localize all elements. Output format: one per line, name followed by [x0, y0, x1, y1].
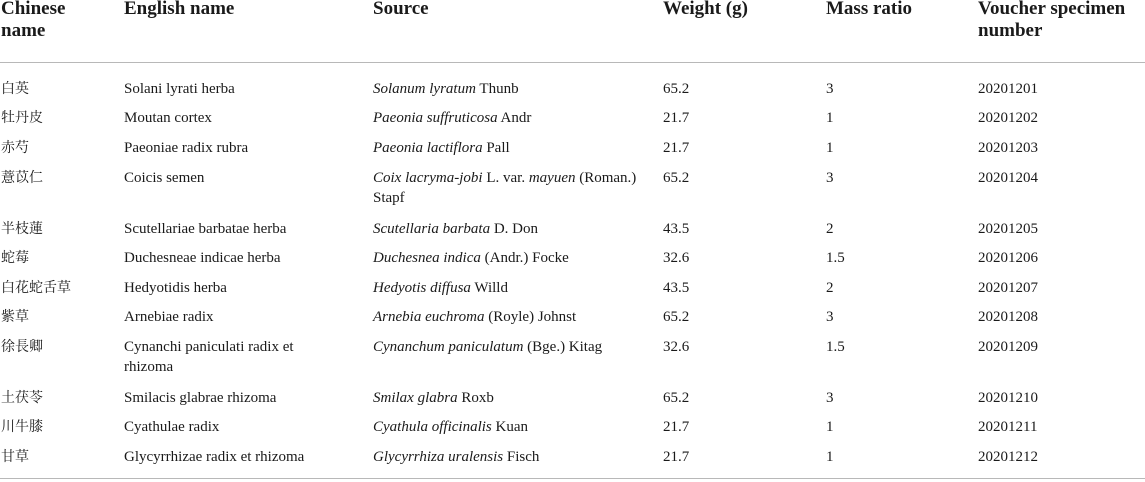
source-authority: Roxb	[457, 390, 494, 406]
cell-mass-ratio: 1	[826, 110, 834, 126]
cell-voucher: 20201209	[978, 339, 1038, 355]
cell-voucher: 20201205	[978, 221, 1038, 237]
cell-weight: 32.6	[663, 339, 690, 355]
cell-voucher: 20201201	[978, 81, 1038, 97]
cell-voucher: 20201207	[978, 280, 1038, 296]
cell-english-name: Arnebiae radix	[124, 309, 214, 325]
cell-english-name: Coicis semen	[124, 170, 205, 186]
source-authority: Willd	[470, 280, 508, 296]
cell-weight: 32.6	[663, 250, 690, 266]
cell-mass-ratio: 1	[826, 140, 834, 156]
cell-voucher: 20201202	[978, 110, 1038, 126]
header-source: Source	[373, 0, 429, 19]
cell-english-name: Solani lyrati herba	[124, 81, 235, 97]
cell-chinese-name: 赤芍	[1, 140, 29, 156]
cell-english-name: Scutellariae barbatae herba	[124, 221, 287, 237]
cell-voucher: 20201204	[978, 170, 1038, 186]
cell-chinese-name: 半枝蓮	[1, 221, 43, 237]
source-species: Solanum lyratum	[373, 81, 476, 97]
cell-voucher: 20201211	[978, 419, 1038, 435]
cell-mass-ratio: 2	[826, 221, 834, 237]
source-species: Coix lacryma-jobi	[373, 170, 483, 186]
cell-chinese-name: 甘草	[1, 449, 29, 465]
source-species: Paeonia lactiflora	[373, 140, 483, 156]
source-species: Cynanchum paniculatum	[373, 339, 524, 355]
cell-weight: 43.5	[663, 280, 690, 296]
cell-chinese-name: 徐長卿	[1, 339, 43, 355]
cell-voucher: 20201212	[978, 449, 1038, 465]
cell-source	[373, 388, 643, 408]
cell-english-name: Cyathulae radix	[124, 419, 220, 435]
cell-source	[373, 417, 643, 437]
source-species: Paeonia suffruticosa	[373, 110, 498, 126]
cell-mass-ratio: 3	[826, 309, 834, 325]
cell-source	[373, 447, 643, 467]
cell-mass-ratio: 1.5	[826, 339, 845, 355]
source-species: Scutellaria barbata	[373, 221, 491, 237]
cell-source	[373, 337, 643, 357]
cell-english-name: Smilacis glabrae rhizoma	[124, 390, 277, 406]
source-variety-authority: (Roman.) Stapf	[373, 170, 637, 206]
cell-chinese-name: 牡丹皮	[1, 110, 43, 126]
cell-chinese-name: 川牛膝	[1, 419, 43, 435]
cell-voucher: 20201208	[978, 309, 1038, 325]
source-species: Hedyotis diffusa	[373, 280, 471, 296]
source-species: Smilax glabra	[373, 390, 458, 406]
cell-english-name: Hedyotidis herba	[124, 280, 227, 296]
cell-weight: 43.5	[663, 221, 690, 237]
source-authority: Fisch	[503, 449, 540, 465]
cell-chinese-name: 薏苡仁	[1, 170, 43, 186]
cell-source	[373, 108, 643, 128]
bottom-rule	[0, 478, 1145, 479]
source-authority: Pall	[482, 140, 510, 156]
cell-source	[373, 138, 643, 158]
source-species: Glycyrrhiza uralensis	[373, 449, 504, 465]
cell-chinese-name: 紫草	[1, 309, 29, 325]
cell-weight: 21.7	[663, 419, 690, 435]
source-authority: (Royle) Johnst	[484, 309, 577, 325]
cell-english-name: Paeoniae radix rubra	[124, 140, 249, 156]
header-chinese-name: Chinese name	[1, 0, 66, 41]
source-species: Cyathula officinalis	[373, 419, 492, 435]
source-authority: (Bge.) Kitag	[523, 339, 603, 355]
cell-source	[373, 278, 643, 298]
source-species: Arnebia euchroma	[373, 309, 485, 325]
cell-chinese-name: 白英	[1, 81, 29, 97]
source-species: Duchesnea indica	[373, 250, 481, 266]
cell-weight: 65.2	[663, 390, 690, 406]
header-voucher: Voucher specimen number	[978, 0, 1126, 41]
cell-voucher: 20201206	[978, 250, 1038, 266]
cell-mass-ratio: 3	[826, 81, 834, 97]
cell-voucher: 20201210	[978, 390, 1038, 406]
cell-mass-ratio: 1	[826, 449, 834, 465]
cell-chinese-name: 土茯苓	[1, 390, 43, 406]
cell-mass-ratio: 2	[826, 280, 834, 296]
cell-english-name: Moutan cortex	[124, 110, 212, 126]
cell-chinese-name: 白花蛇舌草	[1, 280, 71, 296]
cell-source	[373, 307, 643, 327]
source-authority: L. var.	[482, 170, 529, 186]
cell-mass-ratio: 3	[826, 390, 834, 406]
source-authority: (Andr.) Focke	[480, 250, 569, 266]
cell-weight: 21.7	[663, 110, 690, 126]
cell-english-name: Glycyrrhizae radix et rhizoma	[124, 449, 305, 465]
cell-weight: 65.2	[663, 309, 690, 325]
cell-source	[373, 79, 643, 99]
cell-chinese-name: 蛇莓	[1, 250, 29, 266]
source-variety: mayuen	[528, 170, 576, 186]
cell-source	[373, 168, 643, 208]
source-authority: D. Don	[490, 221, 538, 237]
cell-weight: 21.7	[663, 140, 690, 156]
header-mass-ratio: Mass ratio	[826, 0, 913, 19]
cell-english-name: Duchesneae indicae herba	[124, 250, 281, 266]
cell-weight: 21.7	[663, 449, 690, 465]
cell-source	[373, 248, 643, 268]
source-authority: Andr	[497, 110, 532, 126]
cell-mass-ratio: 3	[826, 170, 834, 186]
cell-mass-ratio: 1	[826, 419, 834, 435]
cell-source	[373, 219, 643, 239]
cell-weight: 65.2	[663, 170, 690, 186]
source-authority: Thunb	[475, 81, 519, 97]
source-authority: Kuan	[491, 419, 528, 435]
cell-mass-ratio: 1.5	[826, 250, 845, 266]
cell-voucher: 20201203	[978, 140, 1038, 156]
header-weight: Weight (g)	[663, 0, 748, 19]
cell-english-name: Cynanchi paniculati radix et rhizoma	[124, 339, 294, 375]
table-header	[0, 0, 1145, 63]
cell-weight: 65.2	[663, 81, 690, 97]
header-english-name: English name	[124, 0, 235, 19]
